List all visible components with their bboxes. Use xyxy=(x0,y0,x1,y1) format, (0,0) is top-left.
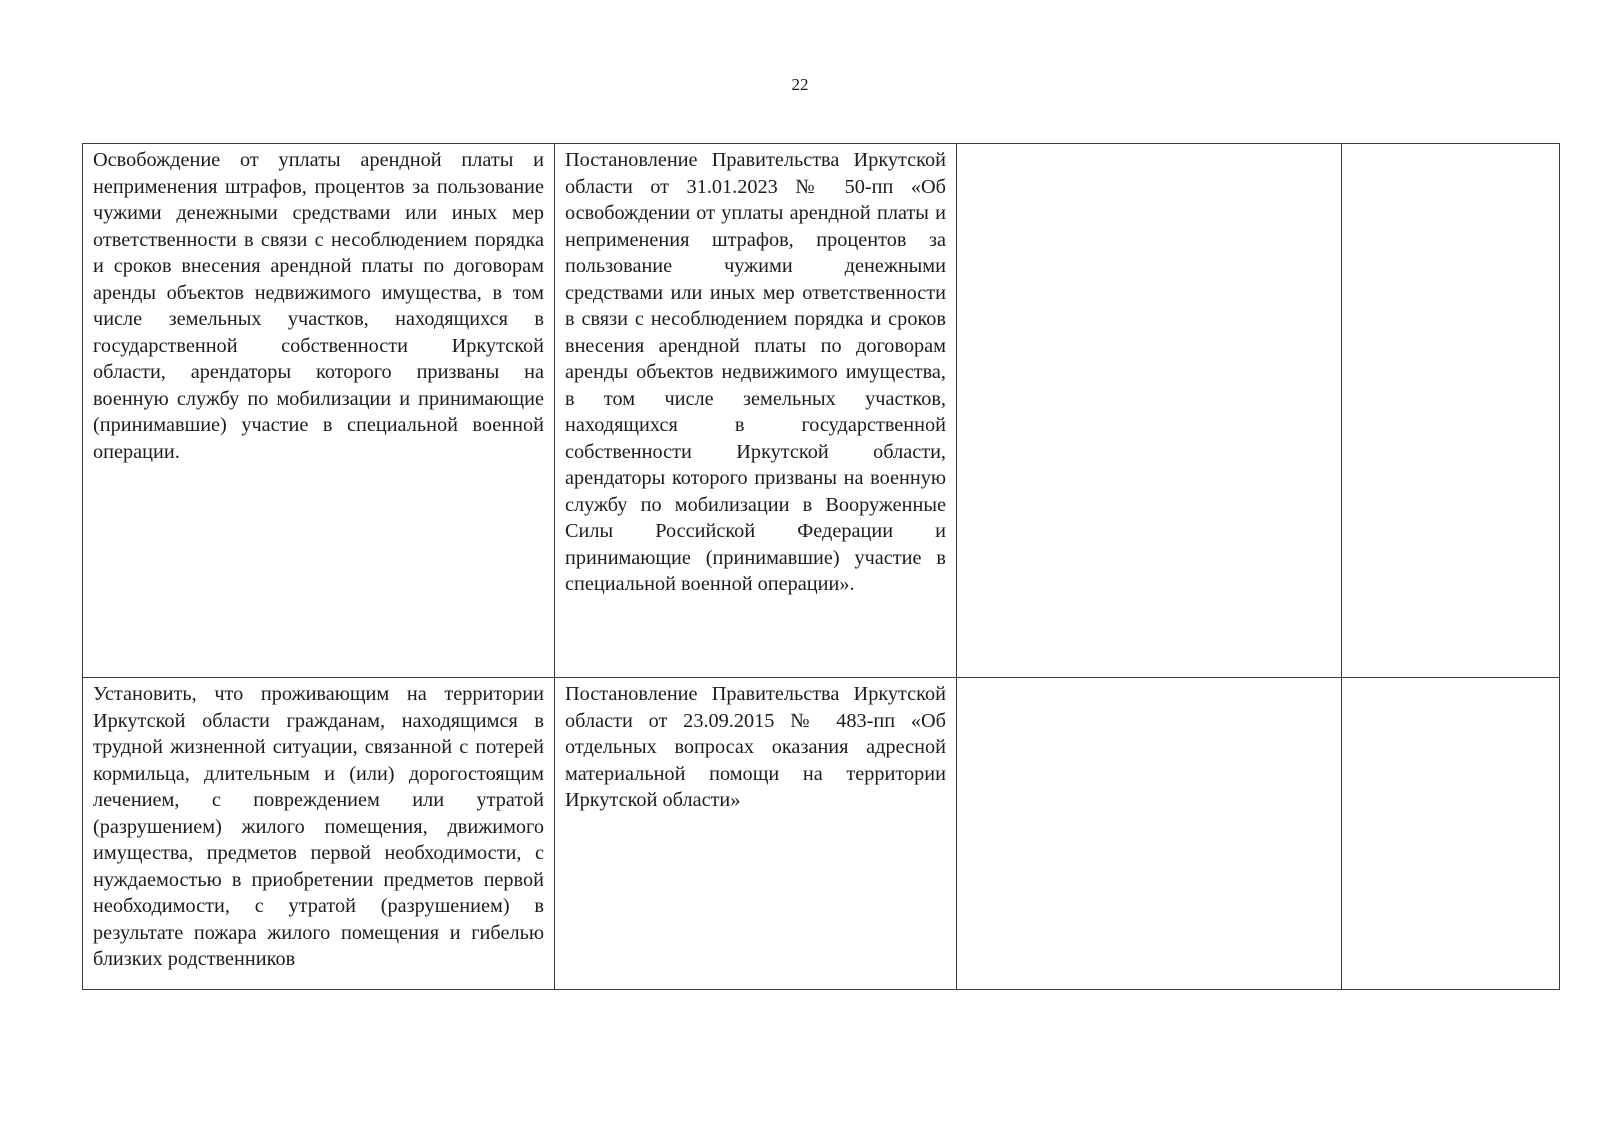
page-number: 22 xyxy=(791,75,809,94)
empty-cell xyxy=(957,144,1342,678)
legal-act-cell xyxy=(555,678,957,990)
measures-table xyxy=(82,143,1560,990)
measure-cell xyxy=(83,144,555,678)
empty-cell xyxy=(1342,144,1560,678)
legal-act-text: Постановление Правительства Иркутской области от 23.09.2015 № 483-пп «Об отдельных вопросах оказания адресной материальной помощи на территории Иркутской области» xyxy=(565,683,946,811)
table-row xyxy=(83,144,1560,678)
legal-act-cell xyxy=(555,144,957,678)
measure-text: Установить, что проживающим на территории Иркутской области гражданам, находящимся в трудной жизненной ситуации, связанной с потерей кормильца, длительным и (или) дорогостоящим лечением, с повреждением или утратой (разрушением) жилого помещения, движимого имущества, предметов первой необходимости, с нуждаемостью в приобретении предметов первой необходимости, с утратой (разрушением) в результате пожара жилого помещения и гибелью близких родственников xyxy=(93,683,544,970)
measure-text: Освобождение от уплаты арендной платы и неприменения штрафов, процентов за пользование чужими денежными средствами или иных мер ответственности в связи с несоблюдением порядка и сроков внесения арендной платы по договорам аренды объектов недвижимого имущества, в том числе земельных участков, находящихся в государственной собственности Иркутской области, арендаторы которого призваны на военную службу по мобилизации и принимающие (принимавшие) участие в специальной военной операции. xyxy=(93,149,544,463)
legal-act-text: Постановление Правительства Иркутской области от 31.01.2023 № 50-пп «Об освобождении от уплаты арендной платы и неприменения штрафов, процентов за пользование чужими денежными средствами или иных мер ответственности в связи с несоблюдением порядка и сроков внесения арендной платы по договорам аренды объектов недвижимого имущества, в том числе земельных участков, находящихся в государственной собственности Иркутской области, арендаторы которого призваны на военную службу по мобилизации в Вооруженные Силы Российской Федерации и принимающие (принимавшие) участие в специальной военной операции». xyxy=(565,149,946,595)
table-row xyxy=(83,678,1560,990)
measure-cell xyxy=(83,678,555,990)
empty-cell xyxy=(1342,678,1560,990)
empty-cell xyxy=(957,678,1342,990)
